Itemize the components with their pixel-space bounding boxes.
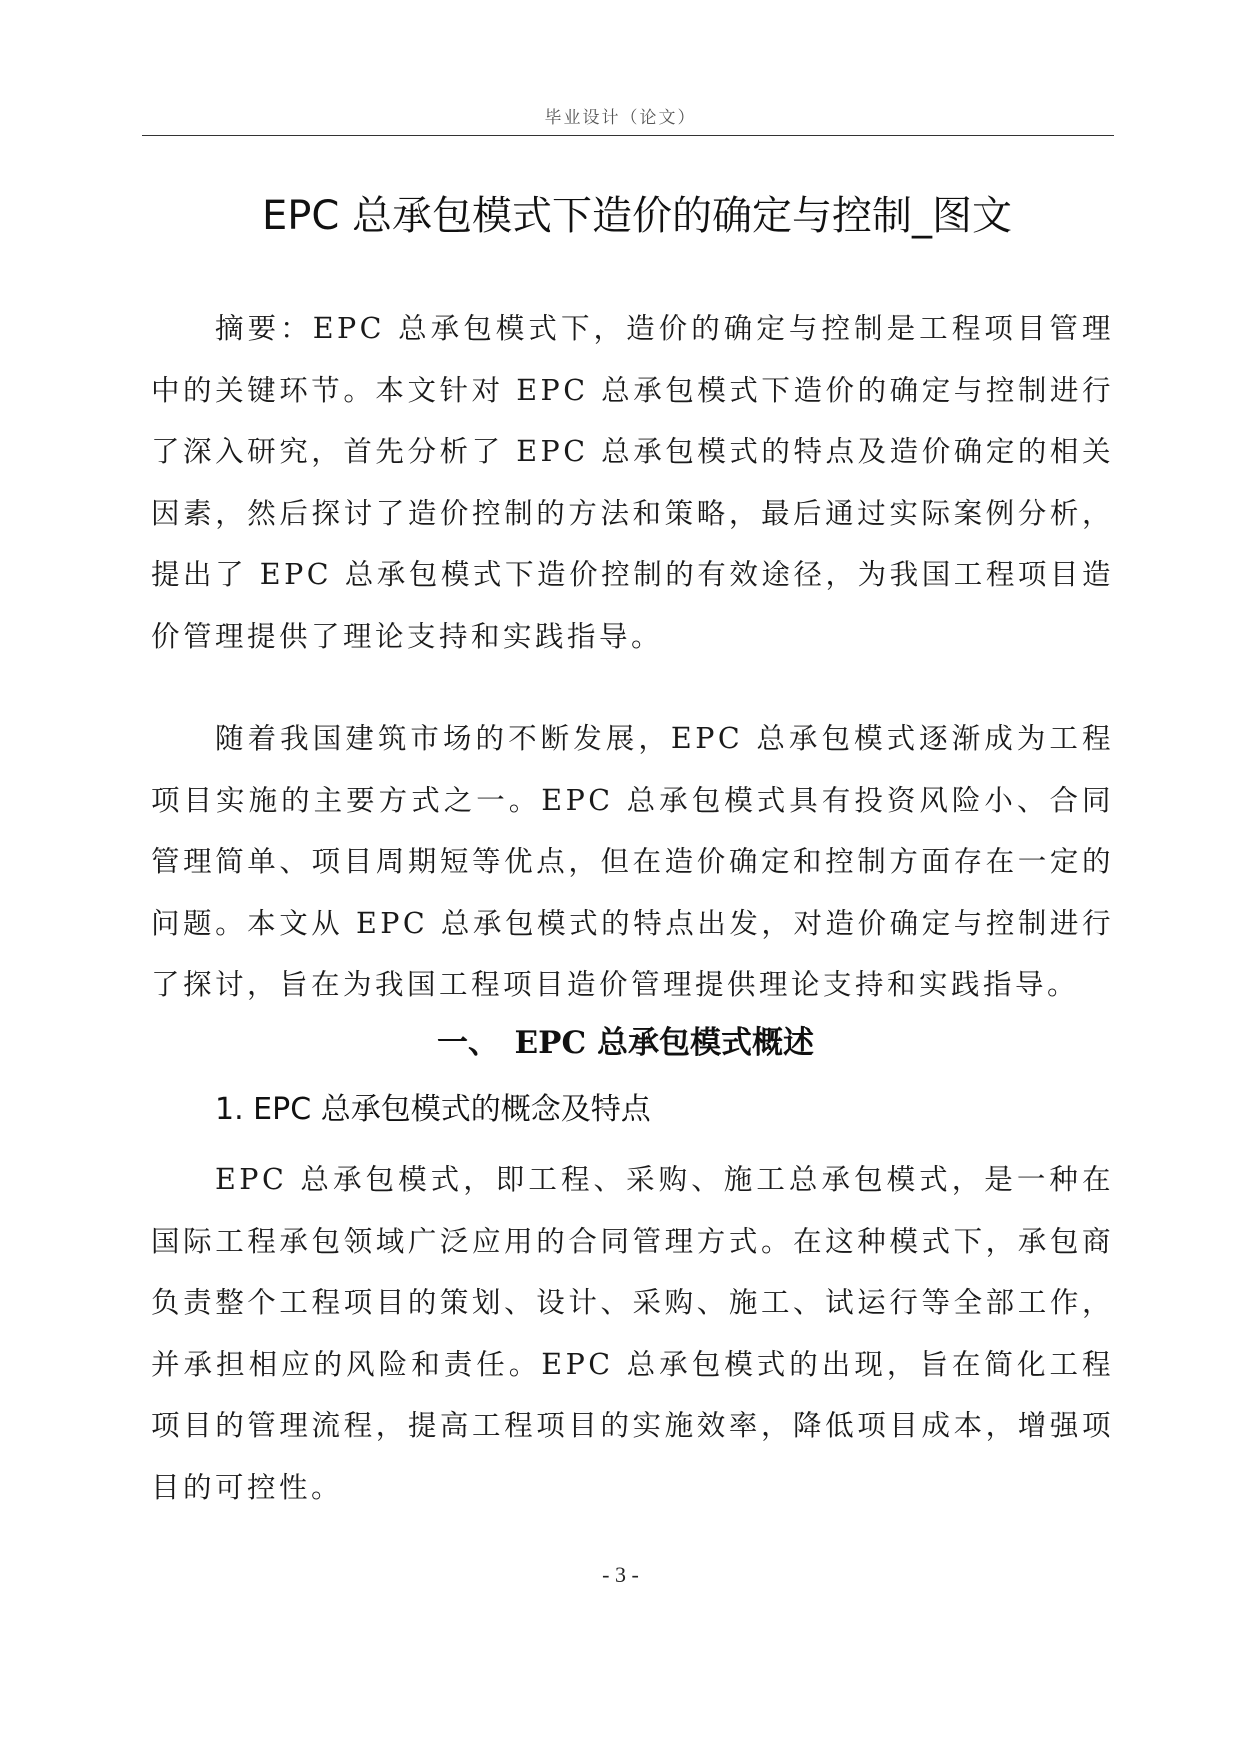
intro-paragraph: 随着我国建筑市场的不断发展，EPC 总承包模式逐渐成为工程项目实施的主要方式之一。EPC 总承包模式具有投资风险小、合同管理简单、项目周期短等优点，但在造价确定和控制方面存在一定的问题。本文从 EPC 总承包模式的特点出发，对造价确定与控制进行了探讨，旨在为我国工程项目造价管理提供理论支持和实践指导。 — [151, 722, 1114, 1001]
header-divider — [142, 135, 1114, 136]
subsection-heading: 1. EPC 总承包模式的概念及特点 — [215, 1092, 651, 1127]
section-heading: 一、 EPC 总承包模式概述 — [437, 1025, 814, 1061]
page-number: - 3 - — [602, 1562, 639, 1587]
running-header: 毕业设计（论文） — [544, 108, 697, 128]
body-paragraph: EPC 总承包模式，即工程、采购、施工总承包模式，是一种在国际工程承包领域广泛应用的合同管理方式。在这种模式下，承包商负责整个工程项目的策划、设计、采购、施工、试运行等全部工作，并承担相应的风险和责任。EPC 总承包模式的出现，旨在简化工程项目的管理流程，提高工程项目的实施效率，降低项目成本，增强项目的可控性。 — [151, 1163, 1114, 1504]
document-title: EPC 总承包模式下造价的确定与控制_图文 — [262, 193, 1013, 239]
abstract-paragraph: 摘要：EPC 总承包模式下，造价的确定与控制是工程项目管理中的关键环节。本文针对 EPC 总承包模式下造价的确定与控制进行了深入研究，首先分析了 EPC 总承包模式的特点及造价确定的相关因素，然后探讨了造价控制的方法和策略，最后通过实际案例分析，提出了 EPC 总承包模式下造价控制的有效途径，为我国工程项目造价管理提供了理论支持和实践指导。 — [151, 312, 1114, 653]
